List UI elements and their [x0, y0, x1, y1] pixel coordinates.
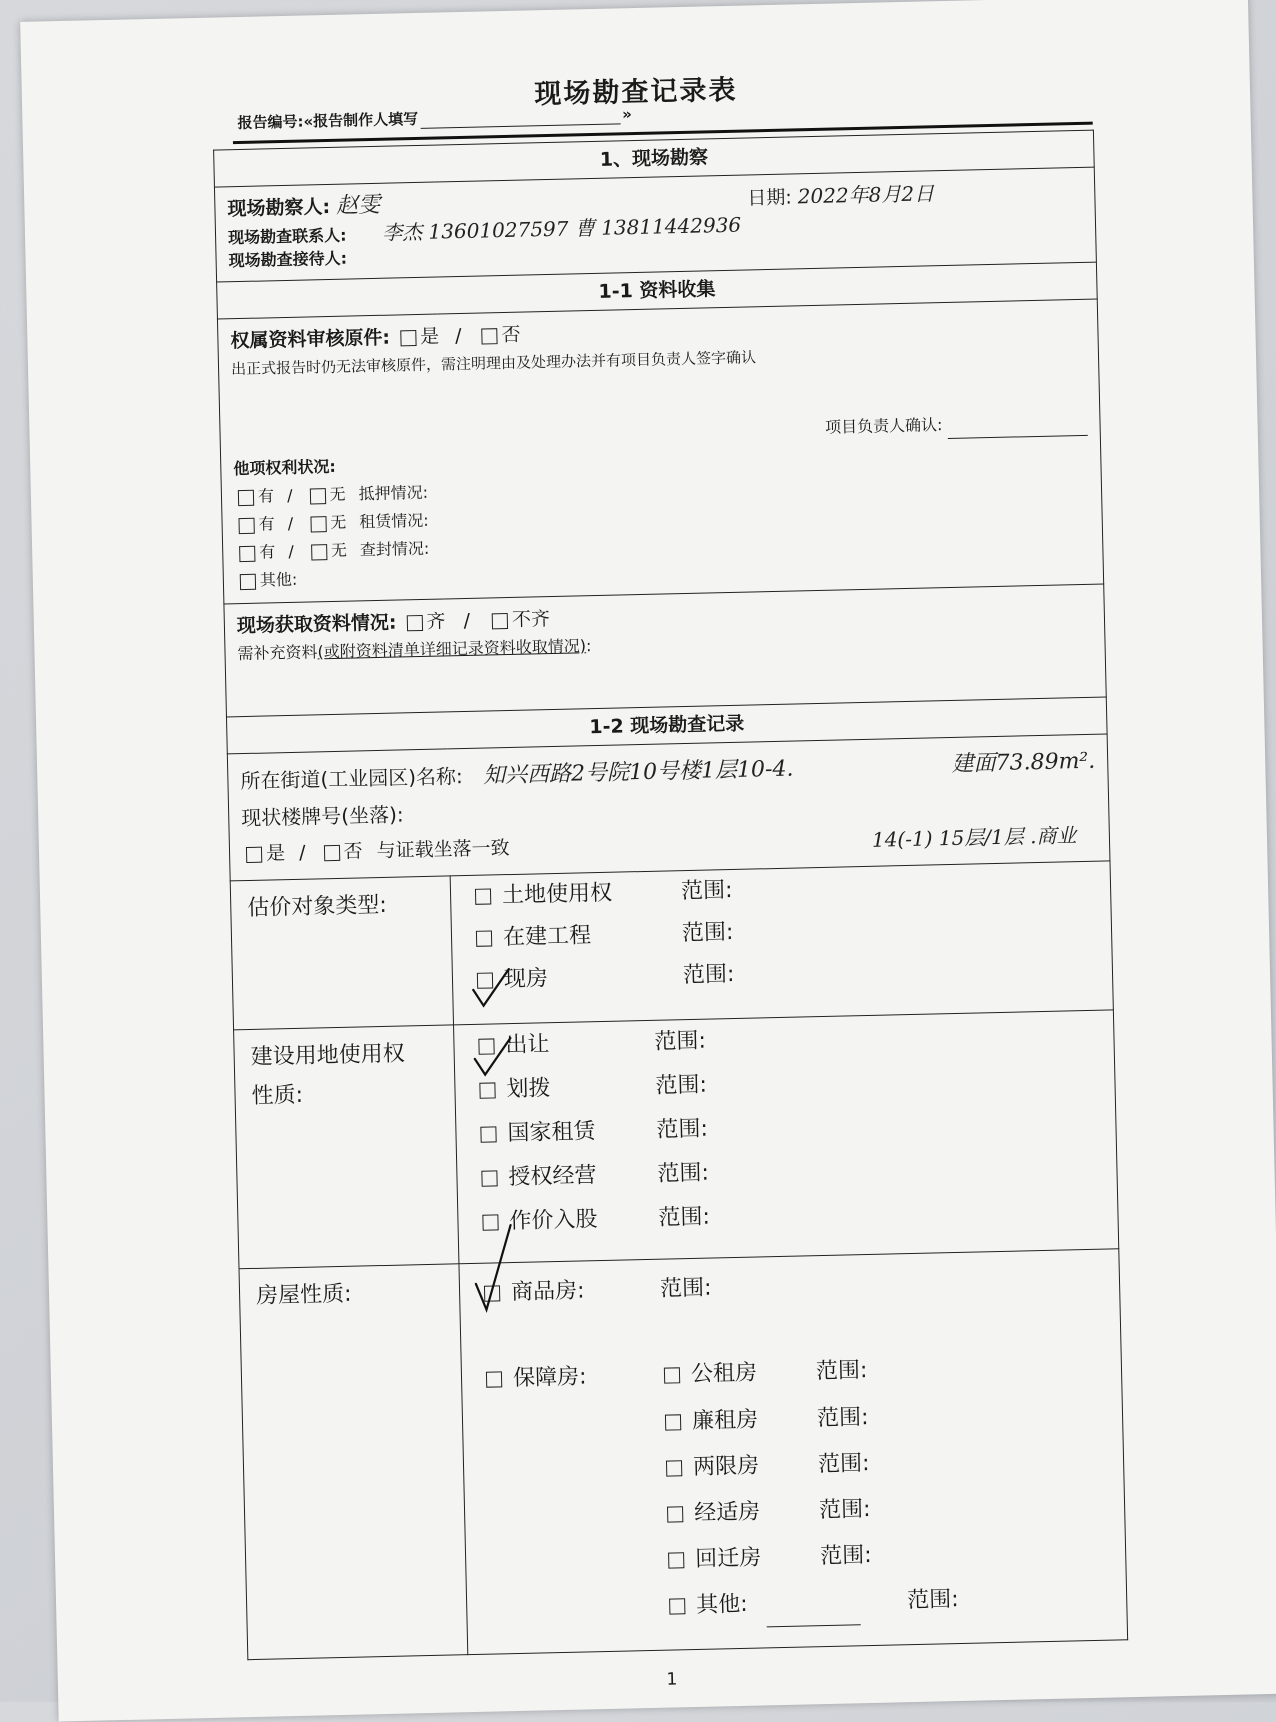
acquired-materials-cell [224, 584, 1106, 717]
house-nature-label: 房屋性质: [239, 1264, 468, 1660]
object-type-label: 估价对象类型: [230, 876, 453, 1030]
rights-sep: / [287, 513, 294, 533]
object-type-options [450, 861, 1113, 1025]
commercial-option[interactable] [480, 1255, 1120, 1317]
range-label: 范围: [658, 1204, 711, 1231]
ownership-no-label: 否 [501, 323, 521, 347]
land-use-text: 授权经营 [508, 1163, 597, 1191]
existing-house-check-mark [471, 965, 512, 1012]
incomplete-checkbox[interactable] [492, 613, 508, 629]
object-type-label-text: 土地使用权 [501, 880, 613, 909]
plate-label: 现状楼牌号(坐落): [241, 802, 404, 831]
rights-have-label: 有 [259, 542, 276, 562]
range-label: 范围: [817, 1451, 870, 1478]
land-use-options [454, 1010, 1119, 1264]
range-label: 范围: [815, 1358, 868, 1385]
affordable-sub-checkbox[interactable] [666, 1460, 682, 1476]
location-cell [227, 734, 1110, 881]
section-1-2-title: 1-2 现场勘查记录 [226, 697, 1107, 754]
object-type-label-text: 在建工程 [502, 923, 592, 951]
affordable-sub-checkbox[interactable] [668, 1552, 684, 1568]
lease-label: 租赁情况: [359, 510, 429, 532]
rights-none-checkbox[interactable] [311, 544, 327, 560]
consistent-label: 与证载坐落一致 [376, 837, 510, 863]
land-use-text: 作价入股 [509, 1207, 598, 1235]
report-number-line [420, 109, 620, 129]
ownership-note: 出正式报告时仍无法审核原件，需注明理由及处理办法并有项目负责人签字确认 [230, 348, 757, 379]
other-rights-label: 他项权利状况: [233, 456, 336, 479]
affordable-other-label: 其他: [695, 1591, 748, 1618]
affordable-housing-checkbox[interactable] [486, 1371, 502, 1387]
section-1-body [214, 167, 1096, 282]
range-label: 范围: [818, 1497, 871, 1524]
affordable-sub-checkbox[interactable] [664, 1367, 680, 1383]
section-1-1-body [217, 299, 1103, 604]
commercial-label: 商品房: [510, 1278, 585, 1306]
range-label: 范围: [819, 1543, 872, 1570]
contact-value: 李杰 13601027597 曹 13811442936 [381, 212, 742, 245]
other-rights-text: 其他: [259, 569, 298, 590]
land-use-label [234, 1025, 459, 1269]
complete-checkbox[interactable] [406, 614, 422, 630]
authorized-operation-checkbox[interactable] [481, 1170, 497, 1186]
ownership-yes-label: 是 [419, 325, 440, 348]
land-use-text: 国家租赁 [507, 1119, 596, 1147]
inspector-value: 赵雯 [335, 192, 381, 219]
under-construction-checkbox[interactable] [476, 930, 492, 946]
affordable-sub-label: 回迁房 [694, 1545, 762, 1573]
confirm-label: 项目负责人确认: [824, 415, 943, 437]
date-value: 2022年8月2日 [797, 181, 935, 209]
rights-none-checkbox[interactable] [309, 488, 325, 504]
object-type-label-text: 现房 [503, 966, 549, 993]
receiver-label: 现场勘查接待人: [228, 248, 348, 271]
page-number: 1 [666, 1669, 678, 1690]
range-label: 范围: [682, 961, 735, 989]
consistent-yes-checkbox[interactable] [246, 846, 262, 862]
range-label: 范围: [657, 1160, 710, 1187]
state-lease-checkbox[interactable] [480, 1126, 496, 1142]
affordable-sub-label: 廉租房 [691, 1407, 759, 1435]
document-page [20, 0, 1276, 1721]
range-label: 范围: [659, 1275, 712, 1302]
report-number-suffix: » [621, 105, 633, 124]
ownership-label: 权属资料审核原件: [230, 326, 391, 353]
rights-have-checkbox[interactable] [239, 545, 255, 561]
affordable-sub-checkbox[interactable] [665, 1414, 681, 1430]
rights-have-label: 有 [258, 514, 275, 534]
incomplete-label: 不齐 [511, 608, 551, 631]
rights-sep: / [288, 541, 294, 561]
land-use-right-checkbox[interactable] [475, 888, 491, 904]
mortgage-label: 抵押情况: [358, 482, 429, 504]
affordable-other-line[interactable] [767, 1600, 862, 1627]
range-label: 范围: [906, 1587, 959, 1614]
consistent-yes-label: 是 [265, 842, 286, 865]
transfer-check-mark [472, 1034, 513, 1081]
acquired-label: 现场获取资料情况: [236, 611, 397, 638]
area-value: 建面73.89m². [951, 748, 1096, 777]
consistent-sep: / [298, 841, 306, 864]
contact-label: 现场勘查联系人: [227, 225, 347, 248]
consistent-no-checkbox[interactable] [323, 844, 339, 860]
form-title: 现场勘查记录表 [534, 74, 738, 111]
street-label: 所在街道(工业园区)名称: [240, 764, 463, 794]
affordable-sub-label: 公租房 [690, 1360, 758, 1388]
range-label: 范围: [816, 1405, 869, 1432]
range-label: 范围: [656, 1116, 709, 1143]
supplement-label: 需补充资料 [237, 642, 318, 664]
supplement-colon: : [585, 636, 592, 656]
consistent-no-label: 否 [343, 840, 363, 863]
complete-label: 齐 [426, 610, 446, 633]
report-number-prefix: 报告编号:«报告制作人填写 [237, 109, 419, 133]
range-label: 范围: [680, 877, 733, 905]
date-label: 日期: [747, 186, 792, 210]
floor-note: 14(-1) 15层/1层 .商业 [871, 823, 1077, 852]
land-use-label-line1: 建设用地使用权 [250, 1041, 405, 1070]
other-rights-checkbox[interactable] [240, 573, 256, 589]
affordable-sub-label: 两限房 [692, 1453, 760, 1481]
ownership-no-checkbox[interactable] [481, 328, 497, 344]
allocation-checkbox[interactable] [479, 1082, 495, 1098]
street-value: 知兴西路2号院10号楼1层10-4. [482, 756, 794, 789]
land-use-text: 划拨 [506, 1076, 551, 1103]
ownership-yes-checkbox[interactable] [400, 330, 416, 346]
inspector-label: 现场勘察人: [227, 195, 331, 221]
survey-form [213, 130, 1128, 1661]
section-1-1-title: 1-1 资料收集 [217, 262, 1098, 319]
commercial-check-mark [473, 1223, 515, 1314]
affordable-sub-checkbox[interactable] [667, 1506, 683, 1522]
ownership-sep: / [454, 325, 462, 348]
supplement-note: (或附资料清单详细记录资料收取情况) [317, 636, 587, 662]
rights-sep: / [286, 485, 293, 505]
rights-have-label: 有 [257, 486, 275, 506]
land-use-label-line2: 性质: [251, 1082, 304, 1109]
rights-none-label: 无 [329, 512, 347, 533]
rights-none-label: 无 [330, 540, 348, 561]
range-label: 范围: [655, 1072, 708, 1099]
land-use-text: 出让 [505, 1032, 550, 1059]
complete-sep: / [463, 609, 471, 633]
affordable-label: 保障房: [512, 1364, 587, 1392]
seizure-label: 查封情况: [359, 538, 430, 560]
house-nature-options [459, 1249, 1128, 1655]
rights-none-label: 无 [329, 484, 346, 505]
affordable-other-checkbox[interactable] [669, 1598, 685, 1614]
rights-none-checkbox[interactable] [310, 516, 326, 532]
affordable-sub-label: 经适房 [693, 1499, 761, 1527]
range-label: 范围: [681, 919, 734, 947]
rights-have-checkbox[interactable] [238, 489, 254, 505]
range-label: 范围: [654, 1028, 707, 1055]
section-1-title: 1、现场勘察 [214, 130, 1095, 187]
rights-have-checkbox[interactable] [238, 517, 254, 533]
